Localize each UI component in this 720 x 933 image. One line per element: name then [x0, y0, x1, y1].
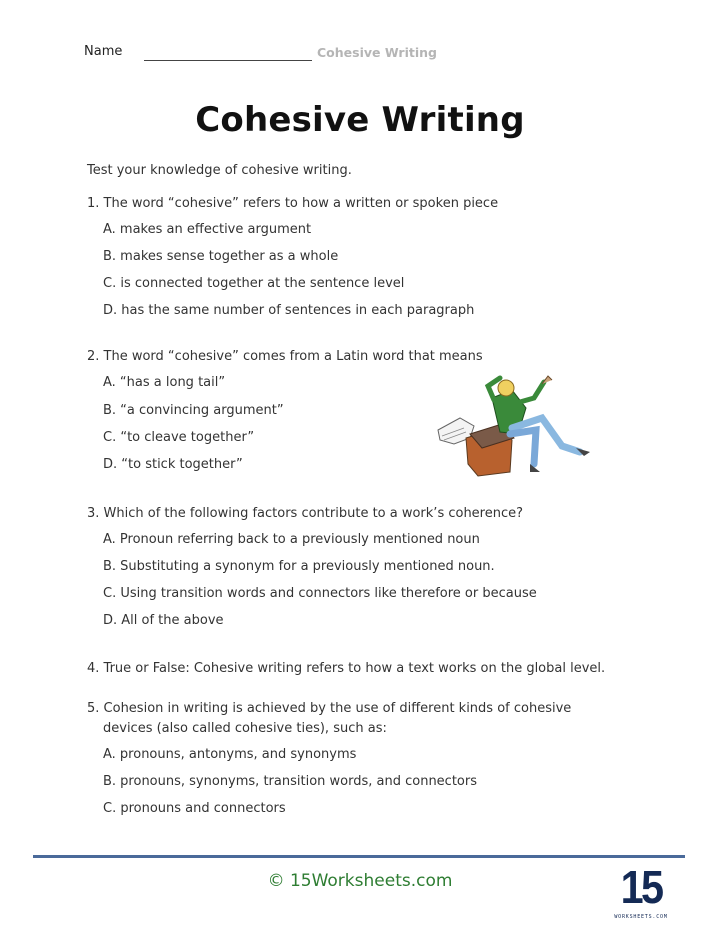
- question-1-option-a: A. makes an effective argument: [103, 222, 312, 237]
- question-2: 2. The word “cohesive” comes from a Latin word that means: [87, 349, 483, 364]
- name-blank-line[interactable]: [144, 60, 312, 61]
- question-3-option-c: C. Using transition words and connectors like therefore or because: [103, 586, 537, 601]
- question-2-option-c: C. “to cleave together”: [103, 430, 255, 445]
- intro-text: Test your knowledge of cohesive writing.: [87, 163, 352, 178]
- header-worksheet-title: Cohesive Writing: [317, 45, 437, 60]
- name-label: Name: [84, 44, 123, 59]
- question-1-option-b: B. makes sense together as a whole: [103, 249, 339, 264]
- 15worksheets-logo[interactable]: [606, 861, 676, 924]
- question-5-option-c: C. pronouns and connectors: [103, 801, 286, 816]
- question-5-option-b: B. pronouns, synonyms, transition words, and connectors: [103, 774, 477, 789]
- question-5-option-a: A. pronouns, antonyms, and synonyms: [103, 747, 357, 762]
- logo-subtext: WORKSHEETS.COM: [614, 914, 668, 920]
- question-3-option-b: B. Substituting a synonym for a previously mentioned noun.: [103, 559, 495, 574]
- question-1: 1. The word “cohesive” refers to how a written or spoken piece: [87, 196, 499, 211]
- question-1-option-c: C. is connected together at the sentence level: [103, 276, 405, 291]
- question-2-option-d: D. “to stick together”: [103, 457, 243, 472]
- logo-number: 15: [620, 861, 662, 913]
- question-3-option-d: D. All of the above: [103, 613, 224, 628]
- question-1-option-d: D. has the same number of sentences in each paragraph: [103, 303, 475, 318]
- person-sitting-on-books-illustration: [430, 368, 595, 480]
- question-4: 4. True or False: Cohesive writing refers to how a text works on the global level.: [87, 661, 606, 676]
- worksheet-header: [84, 44, 644, 64]
- question-3-option-a: A. Pronoun referring back to a previously mentioned noun: [103, 532, 480, 547]
- question-2-option-a: A. “has a long tail”: [103, 375, 226, 390]
- page-title: Cohesive Writing: [195, 100, 525, 140]
- question-5-line-1: 5. Cohesion in writing is achieved by the use of different kinds of cohesive: [87, 701, 572, 716]
- question-5-line-2: devices (also called cohesive ties), such as:: [103, 721, 387, 736]
- question-2-option-b: B. “a convincing argument”: [103, 403, 284, 418]
- footer-divider: [33, 855, 685, 858]
- question-3: 3. Which of the following factors contribute to a work’s coherence?: [87, 506, 524, 521]
- footer-copyright[interactable]: © 15Worksheets.com: [267, 871, 453, 891]
